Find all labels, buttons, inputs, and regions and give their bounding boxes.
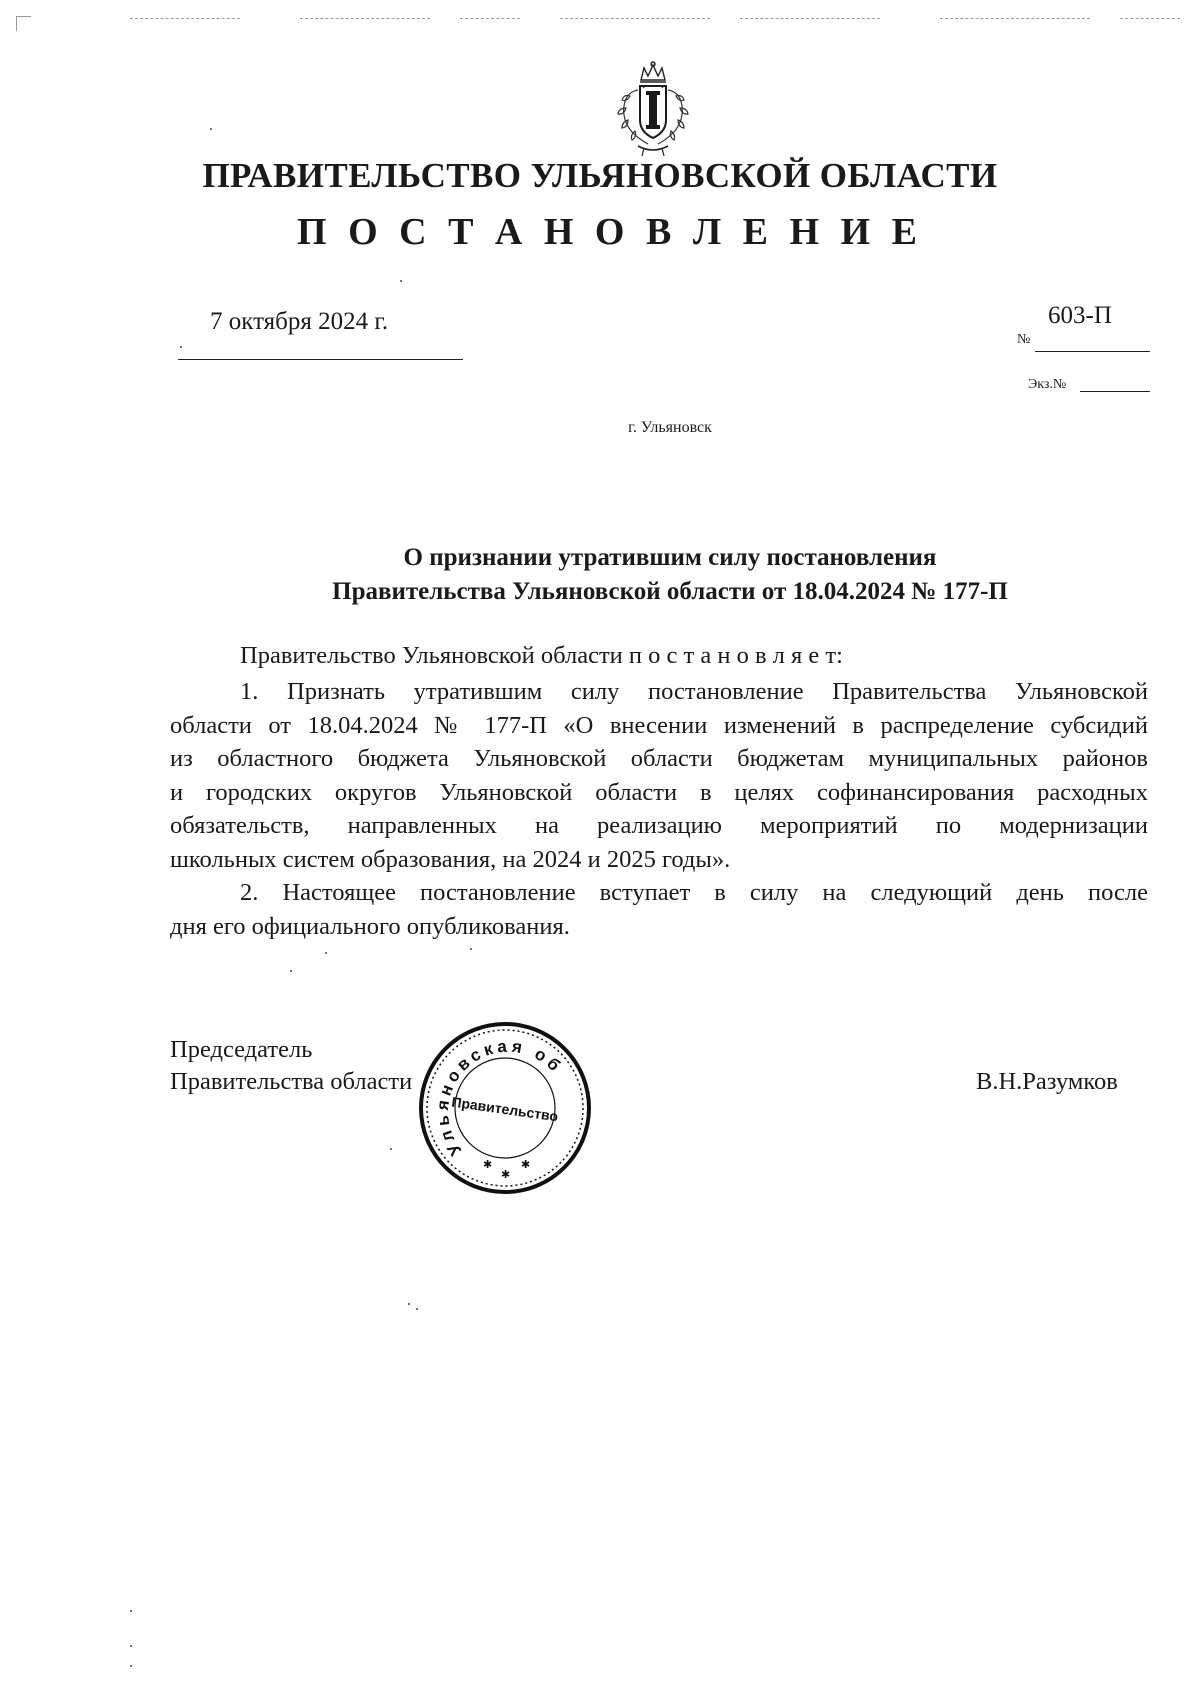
seal-arc-text: Ульяновская область: [432, 1036, 567, 1159]
scan-edge-dash: [560, 18, 710, 19]
scan-edge-dash: [130, 18, 240, 19]
scan-speck: [325, 952, 327, 954]
seal-center-text: Правительство: [450, 1093, 560, 1125]
intro-text: Правительство Ульяновской области: [240, 642, 629, 669]
document-title-line-1: О признании утратившим силу постановления: [403, 544, 937, 571]
city-name: г. Ульяновск: [628, 419, 712, 436]
document-date: 7 октября 2024 г.: [210, 308, 389, 335]
item-2-line: дня его официального опубликования.: [170, 912, 570, 940]
scan-speck: [180, 346, 182, 348]
scan-speck: [416, 1308, 418, 1310]
signatory-position-line-2: Правительства области: [170, 1068, 413, 1095]
document-type-heading: П О С Т А Н О В Л Е Н И Е: [297, 211, 923, 253]
seal-star-icon: ✱: [501, 1168, 511, 1181]
item-2-paragraph: [170, 876, 1148, 943]
item-1-paragraph: [170, 675, 1148, 877]
number-sign: №: [1017, 332, 1031, 347]
signatory-name: В.Н.Разумков: [976, 1068, 1118, 1095]
scan-edge-dash: [940, 18, 1090, 19]
date-underline: [178, 359, 463, 360]
seal-star-icon: ✱: [483, 1158, 493, 1171]
scan-speck: [130, 1610, 132, 1612]
scan-speck: [390, 1148, 392, 1150]
intro-resolves: п о с т а н о в л я е т:: [628, 642, 843, 669]
scan-edge-dash: [1120, 18, 1180, 19]
item-1-line: обязательств, направленных на реализацию мероприятий по модернизации: [170, 812, 1148, 840]
copy-number-underline: [1080, 391, 1150, 392]
scan-edge-dash: [740, 18, 880, 19]
item-1-line: из областного бюджета Ульяновской области бюджетам муниципальных районов: [170, 745, 1148, 773]
official-seal-stamp: [415, 1018, 595, 1198]
document-number: 603-П: [1048, 302, 1112, 329]
scan-corner-mark: [16, 16, 31, 31]
scan-speck: [130, 1645, 132, 1647]
item-1-line: школьных систем образования, на 2024 и 2025 годы».: [170, 845, 731, 873]
scan-speck: [470, 948, 472, 950]
seal-star-icon: ✱: [521, 1158, 531, 1171]
scan-speck: [408, 1303, 410, 1305]
item-1-line: 1. Признать утратившим силу постановление Правительства Ульяновской: [240, 678, 1148, 705]
item-1-line: и городских округов Ульяновской области в целях софинансирования расходных: [170, 778, 1148, 806]
scan-edge-dash: [460, 18, 520, 19]
intro-line: [240, 642, 843, 670]
coat-of-arms-emblem: [608, 60, 698, 160]
signatory-position-line-1: Председатель: [170, 1036, 313, 1063]
scan-speck: [210, 128, 212, 130]
scan-speck: [400, 280, 402, 282]
number-underline: [1035, 351, 1150, 352]
document-title-line-2: Правительства Ульяновской области от 18.04.2024 № 177-П: [332, 578, 1008, 605]
scan-speck: [290, 970, 292, 972]
organization-name: ПРАВИТЕЛЬСТВО УЛЬЯНОВСКОЙ ОБЛАСТИ: [202, 156, 998, 195]
scan-edge-dash: [300, 18, 430, 19]
scan-speck: [130, 1665, 132, 1667]
item-1-line: области от 18.04.2024 № 177-П «О внесении изменений в распределение субсидий: [170, 711, 1148, 739]
copy-number-label: Экз.№: [1028, 377, 1067, 392]
item-2-line: 2. Настоящее постановление вступает в силу на следующий день после: [240, 879, 1148, 906]
